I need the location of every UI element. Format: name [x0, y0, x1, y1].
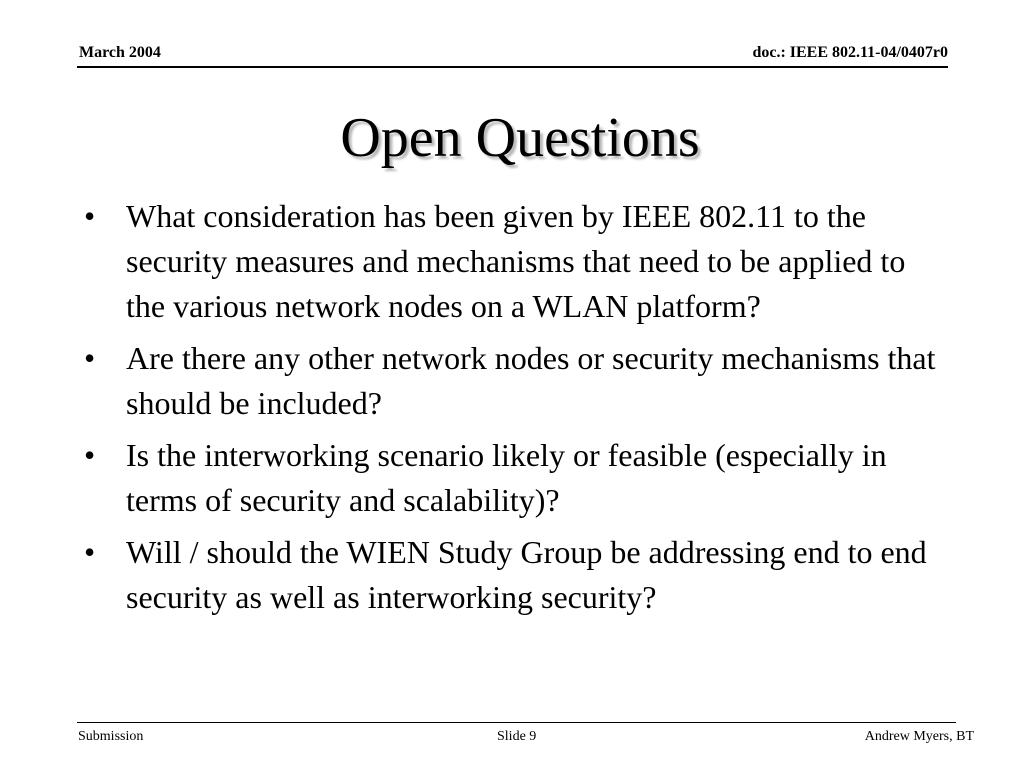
bullet-marker: • [84, 340, 96, 376]
bullet-marker: • [84, 534, 96, 570]
header-doc-id: doc.: IEEE 802.11-04/0407r0 [752, 44, 948, 61]
footer-author: Andrew Myers, BT [864, 729, 974, 744]
bullet-text: Is the interworking scenario likely or feasible (especially in terms of security and scalability)? [126, 437, 887, 518]
bullet-item [80, 194, 950, 329]
bullet-text: What consideration has been given by IEEE 802.11 to the security measures and mechanisms that need to be applied to the various network nodes on a WLAN platform? [126, 198, 906, 324]
bullet-marker: • [84, 437, 96, 473]
bullet-list [80, 194, 950, 627]
slide-number: Slide 9 [497, 729, 537, 744]
bullet-item [80, 336, 950, 426]
header-date: March 2004 [79, 44, 161, 61]
footer-submission: Submission [78, 729, 144, 744]
bullet-item [80, 530, 950, 620]
bullet-text: Are there any other network nodes or security mechanisms that should be included? [126, 340, 936, 421]
bullet-item [80, 433, 950, 523]
bullet-text: Will / should the WIEN Study Group be addressing end to end security as well as interworking security? [126, 534, 927, 615]
bullet-marker: • [84, 198, 96, 234]
header-divider [77, 66, 948, 68]
slide-title: Open Questions [340, 107, 700, 169]
footer-divider [77, 722, 956, 723]
